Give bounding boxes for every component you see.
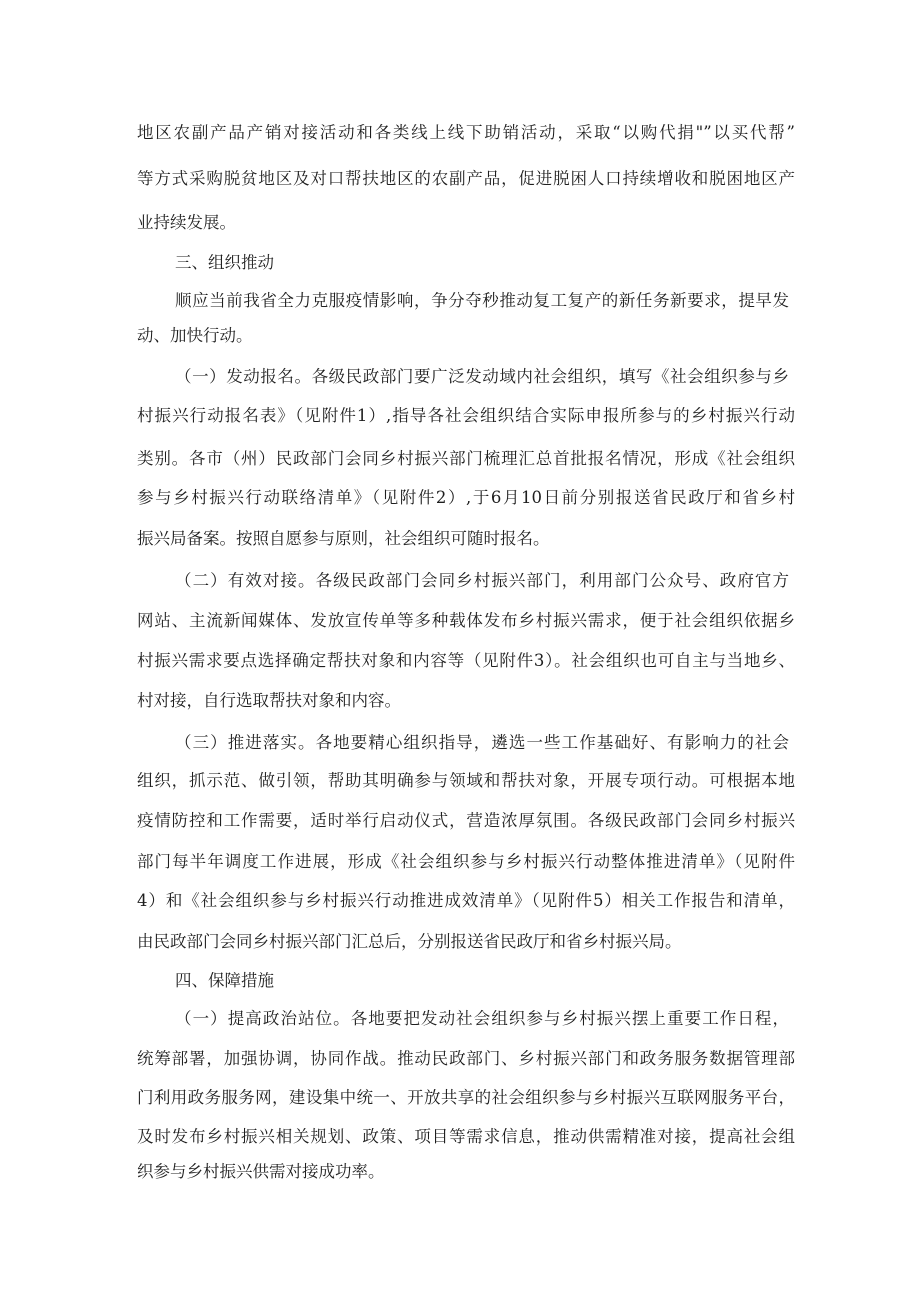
text-line: 村振兴行动报名表》（见附件1）,指导各社会组织结合实际申报所参与的乡村振兴行动 <box>137 406 795 425</box>
text-line: 网站、主流新闻媒体、发放宣传单等多种载体发布乡村振兴需求，便于社会组织依据乡 <box>137 611 795 630</box>
section-heading-organize: 三、组织推动 <box>175 253 274 272</box>
text-line: 村对接，自行选取帮扶对象和内容。 <box>137 691 401 710</box>
text-line: 参与乡村振兴行动联络清单》（见附件2）,于6月10日前分别报送省民政厅和省乡村 <box>137 488 795 507</box>
text-line: 4）和《社会组织参与乡村振兴行动推进成效清单》（见附件5）相关工作报告和清单， <box>137 891 795 910</box>
text-line: （一）提高政治站位。各地要把发动社会组织参与乡村振兴摆上重要工作日程， <box>175 1009 789 1028</box>
text-line: 组织，抓示范、做引领，帮助其明确参与领域和帮扶对象，开展专项行动。可根据本地 <box>137 771 795 790</box>
text-line: 动、加快行动。 <box>137 326 253 345</box>
text-line: 及时发布乡村振兴相关规划、政策、项目等需求信息，推动供需精准对接，提高社会组 <box>137 1127 795 1146</box>
text-line: 部门每半年调度工作进展，形成《社会组织参与乡村振兴行动整体推进清单》（见附件 <box>137 852 795 871</box>
text-line: 振兴局备案。按照自愿参与原则，社会组织可随时报名。 <box>137 529 550 548</box>
text-line: 等方式采购脱贫地区及对口帮扶地区的农副产品，促进脱困人口持续增收和脱困地区产 <box>137 169 795 188</box>
text-line: （二）有效对接。各级民政部门会同乡村振兴部门，利用部门公众号、政府官方 <box>175 571 789 590</box>
text-line: 统筹部署，加强协调，协同作战。推动民政部门、乡村振兴部门和政务服务数据管理部 <box>137 1049 795 1068</box>
text-line: 顺应当前我省全力克服疫情影响，争分夺秒推动复工复产的新任务新要求，提早发 <box>175 291 789 310</box>
text-line: （三）推进落实。各地要精心组织指导，遴选一些工作基础好、有影响力的社会 <box>175 733 789 752</box>
text-line: 疫情防控和工作需要，适时举行启动仪式，营造浓厚氛围。各级民政部门会同乡村振兴 <box>137 811 795 830</box>
section-heading-safeguards: 四、保障措施 <box>175 971 274 990</box>
text-line: 门利用政务服务网，建设集中统一、开放共享的社会组织参与乡村振兴互联网服务平台， <box>137 1088 795 1107</box>
text-line: 村振兴需求要点选择确定帮扶对象和内容等（见附件3）。社会组织也可自主与当地乡、 <box>137 651 795 670</box>
text-line: 类别。各市（州）民政部门会同乡村振兴部门梳理汇总首批报名情况，形成《社会组织 <box>137 449 795 468</box>
text-line: 织参与乡村振兴供需对接成功率。 <box>137 1162 385 1181</box>
text-line: （一）发动报名。各级民政部门要广泛发动域内社会组织，填写《社会组织参与乡 <box>175 367 789 386</box>
text-line: 地区农副产品产销对接活动和各类线上线下助销活动，采取“以购代捐"”以买代帮” <box>137 123 795 142</box>
text-line: 业持续发展。 <box>137 213 236 232</box>
text-line: 由民政部门会同乡村振兴部门汇总后，分别报送省民政厅和省乡村振兴局。 <box>137 932 682 951</box>
